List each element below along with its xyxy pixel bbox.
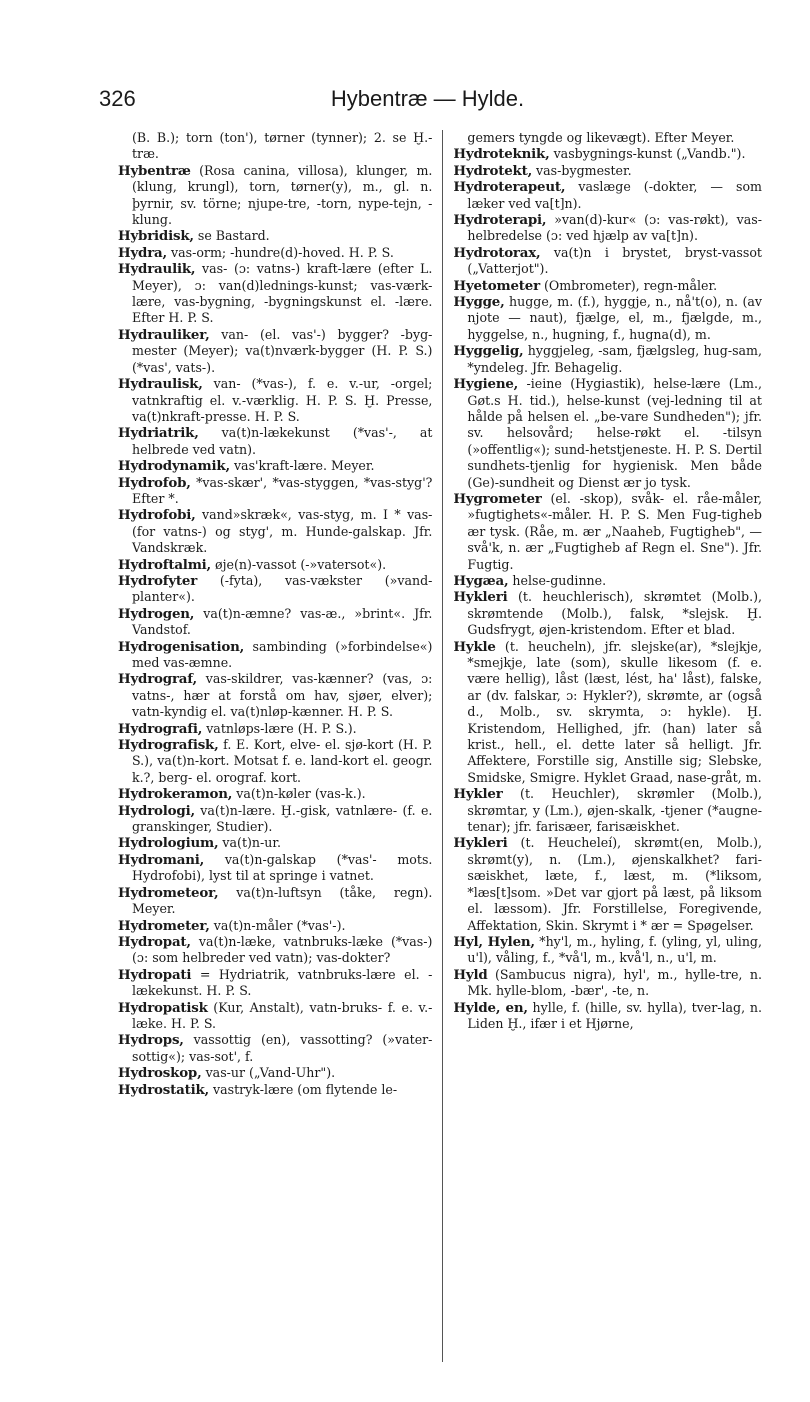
dictionary-entry: [118, 228, 432, 245]
entry-headword: Hykleri: [453, 835, 508, 852]
entry-definition: f. E. Kort, elve- el. sjø-kort (H. P. S.), va(t)n-kort. Motsat f. e. land-kort el. geogr. k.?, berg- el. orograf. kort.: [132, 737, 433, 785]
dictionary-entry: [453, 294, 762, 343]
entry-definition: vatnløps-lære (H. P. S.).: [202, 720, 357, 736]
entry-definition: *hy'l, m., hyling, f. (yling, yl, uling, u'l), våling, f., *vå'l, m., kvå'l, n., u'l, m.: [467, 933, 762, 966]
entry-headword: Hydrostatik,: [118, 1081, 209, 1098]
entry-headword: Hykle: [453, 638, 496, 655]
entry-definition: *vas-skær', *vas-styggen, *vas-styg'? Efter *.: [132, 474, 433, 506]
page-number: 326: [99, 86, 136, 111]
entry-definition: va(t)n-lækekunst (*vas'-, at helbrede ved vatn).: [132, 425, 433, 457]
entry-headword: Hygæa,: [453, 572, 509, 589]
entry-definition: vas-orm; -hundre(d)-hoved. H. P. S.: [167, 244, 394, 260]
entry-headword: Hydrofob,: [118, 474, 191, 491]
entry-headword: Hydriatrik,: [118, 425, 199, 442]
entry-headword: Hydrotorax,: [453, 244, 541, 261]
dictionary-entry: [453, 244, 762, 278]
dictionary-entry: [453, 589, 762, 638]
entry-headword: Hydroterapeut,: [453, 179, 566, 196]
entry-headword: Hydroterapi,: [453, 212, 547, 229]
dictionary-entry: [118, 999, 433, 1033]
entry-headword: Hydrops,: [118, 1032, 184, 1049]
page-header: [99, 86, 756, 122]
entry-headword: Hydrograf,: [118, 671, 198, 688]
entry-headword: Hygiene,: [453, 376, 519, 393]
entry-headword: Hydra,: [118, 244, 167, 261]
dictionary-entry: [453, 343, 762, 376]
entry-definition: vas- (ɔ: vatns-) kraft-lære (efter L. Meyer), ɔ: van(d)lednings-kunst; vas-værk-lære, vas-bygning, -bygningskunst el. -lære. Efter H. P. S.: [132, 261, 433, 326]
dictionary-entry: [118, 671, 433, 720]
entry-headword: Hydrometeor,: [118, 884, 219, 901]
dictionary-entry: [453, 277, 762, 294]
entry-headword: Hydroftalmi,: [118, 556, 212, 573]
dictionary-entry: [118, 884, 433, 918]
dictionary-entry: [453, 638, 762, 787]
dictionary-entry: [118, 605, 433, 639]
entry-headword: Hydrografisk,: [118, 737, 219, 754]
dictionary-entry: [118, 638, 433, 672]
entry-headword: Hydrologi,: [118, 802, 195, 819]
entry-definition: (t. Heucheleí), skrømt(en, Molb.), skrømt(y), n. (Lm.), øjenskalkhet? fari-sæiskhet, læte, f., læst, m. (*liksom, *læs[t]som. »Det var gjort på læst, på liksom el. læssom). Jfr. Forstillelse, Foregivende, Affektation, Skin. Skrymt i * ær = Spøgelser.: [467, 835, 762, 933]
entry-definition: va(t)n-luftsyn (tåke, regn). Meyer.: [132, 884, 433, 917]
entry-definition: van- (*vas-), f. e. v.-ur, -orgel; vatnkraftig el. v.-værklig. H. P. S. Ḫ. Presse, va(t)nkraft-presse. H. P. S.: [132, 376, 433, 424]
entry-headword: Hydrografi,: [118, 720, 203, 737]
entry-definition: se Bastard.: [193, 228, 270, 244]
dictionary-entry: [118, 933, 433, 967]
entry-headword: Hydrometer,: [118, 917, 210, 934]
dictionary-entry: [118, 1032, 433, 1065]
entry-definition: (t. Heuchler), skrømler (Molb.), skrømtar, y (Lm.), øjen-skalk, -tjener (*augne-tenar); jfr. farisæer, farisæiskhet.: [467, 786, 762, 835]
entry-definition: (Rosa canina, villosa), klunger, m. (klung, krungl), torn, tørner(y), m., gl. n. þyrnir, sv. törne; njupe-tre, -torn, nype-tejn, -klung.: [132, 162, 433, 228]
entry-headword: Hydrologium,: [118, 835, 219, 852]
dictionary-entry: [453, 786, 762, 835]
dictionary-entry: [132, 130, 432, 163]
entry-definition: va(t)n-lære. Ḫ.-gisk, vatnlære- (f. e. granskinger, Studier).: [132, 802, 433, 835]
entry-headword: Hygrometer: [453, 490, 542, 507]
entry-headword: Hyld: [453, 966, 488, 983]
dictionary-entry: [453, 572, 762, 589]
entry-definition: »van(d)-kur« (ɔ: vas-røkt), vas-helbredelse (ɔ: ved hjælp av va[t]n).: [467, 212, 762, 244]
dictionary-entry: [118, 162, 433, 229]
dictionary-columns: [118, 130, 762, 1362]
entry-headword: Hydromani,: [118, 851, 205, 868]
entry-definition: vas-ur („Vand-Uhr").: [201, 1065, 336, 1081]
entry-definition: va(t)n-æmne? vas-æ., »brint«. Jfr. Vandstof.: [132, 605, 433, 638]
dictionary-entry: [118, 244, 432, 261]
dictionary-entry: [118, 737, 433, 786]
dictionary-entry: [118, 1065, 432, 1082]
entry-definition: (Ombrometer), regn-måler.: [539, 277, 718, 293]
entry-definition: vastryk-lære (om flytende le-: [209, 1081, 398, 1097]
entry-headword: Hyetometer: [453, 277, 540, 294]
entry-headword: Hygge,: [453, 294, 505, 311]
entry-headword: Hydraulisk,: [118, 376, 203, 393]
dictionary-entry: [118, 507, 433, 556]
dictionary-entry: [118, 458, 432, 475]
entry-definition: va(t)n-køler (vas-k.).: [232, 786, 366, 802]
entry-headword: Hydrodynamik,: [118, 458, 230, 475]
entry-definition: vas-skildrer, vas-kænner? (vas, ɔ: vatns-, hær at forstå om hav, sjøer, elver); vatn-kyndig el. va(t)nløp-kænner. H. P. S.: [132, 671, 433, 720]
entry-definition: gemers tyngde og likevægt). Efter Meyer.: [467, 130, 735, 145]
entry-definition: (-fyta), vas-vækster (»vand-planter«).: [132, 572, 433, 605]
entry-definition: va(t)n-måler (*vas'-).: [209, 917, 346, 933]
dictionary-entry: [118, 1081, 432, 1098]
dictionary-entry: [118, 851, 433, 885]
entry-headword: Hyl, Hylen,: [453, 933, 535, 950]
running-head: Hybentræ — Hylde.: [330, 86, 525, 111]
entry-headword: Hykler: [453, 786, 503, 803]
dictionary-entry: [118, 261, 433, 327]
dictionary-entry: [453, 933, 762, 967]
dictionary-entry: [453, 835, 762, 933]
entry-definition: va(t)n-ur.: [218, 835, 282, 851]
dictionary-entry: [118, 802, 433, 836]
dictionary-entry: [118, 556, 432, 573]
entry-definition: = Hydriatrik, vatnbruks-lære el. -lækekunst. H. P. S.: [132, 966, 433, 999]
entry-headword: Hydrokeramon,: [118, 786, 233, 803]
entry-definition: van- (el. vas'-) bygger? -byg-mester (Meyer); va(t)nværk-bygger (H. P. S.) (*vas', vats-).: [132, 326, 433, 375]
entry-definition: vaslæge (-dokter, — som læker ved va[t]n).: [467, 179, 762, 211]
entry-definition: (Kur, Anstalt), vatn-bruks- f. e. v.-læke. H. P. S.: [132, 999, 433, 1031]
dictionary-entry: [453, 162, 762, 179]
dictionary-entry: [118, 835, 432, 852]
dictionary-entry: [118, 474, 433, 508]
entry-definition: va(t)n-galskap (*vas'- mots. Hydrofobi), lyst til at springe i vatnet.: [132, 851, 433, 884]
entry-headword: Hydrauliker,: [118, 326, 210, 343]
entry-definition: vas'kraft-lære. Meyer.: [229, 458, 375, 474]
entry-headword: Hydraulik,: [118, 261, 196, 278]
entry-definition: (t. heuchlerisch), skrømtet (Molb.), skrømtende (Molb.), falsk, *slejsk. Ḫ. Gudsfrygt, øjen-kristendom. Efter et blad.: [467, 589, 762, 638]
entry-definition: helse-gudinne.: [508, 572, 607, 588]
entry-headword: Hydroteknik,: [453, 146, 550, 163]
dictionary-entry: [453, 966, 762, 1000]
entry-headword: Hydropatisk: [118, 999, 208, 1016]
entry-headword: Hydropat,: [118, 933, 191, 950]
entry-definition: (el. -skop), svåk- el. råe-måler, »fugtighets«-måler. H. P. S. Men Fug-tigheb ær tysk. (Råe, m. ær „Naaheb, Fugtigheb", — svå'k, n. ær „Fugtigheb af Regn el. Sne"). Jfr. Fugtig.: [467, 490, 762, 572]
entry-definition: va(t)n-læke, vatnbruks-læke (*vas-) (ɔ: som helbreder ved vatn); vas-dokter?: [132, 933, 433, 966]
left-column: [118, 130, 443, 1362]
entry-definition: -ieine (Hygiastik), helse-lære (Lm., Gøt.s H. tid.), helse-kunst (vej-ledning til at hålde på helsen el. „be-vare Sundheden"); jfr. sv. helsovård; helse-røkt el. -tilsyn (»offentlig«); sund-hetstjeneste. H. P. S. Dertil sundhets-tjenlig for hygienisk. Men både (Ge)-sundheit og Dienst ær jo tysk.: [467, 376, 762, 490]
entry-definition: (Sambucus nigra), hyl', m., hylle-tre, n. Mk. hylle-blom, -bær', -te, n.: [467, 966, 762, 999]
entry-definition: va(t)n i brystet, bryst-vassot („Vatterjot").: [467, 244, 762, 277]
entry-headword: Hyggelig,: [453, 343, 524, 360]
entry-headword: Hydrogen,: [118, 605, 195, 622]
dictionary-entry: [453, 490, 762, 573]
entry-headword: Hydrofobi,: [118, 507, 196, 524]
entry-definition: hugge, m. (f.), hyggje, n., nå't(o), n. (av njote — naut), fjælge, el, m., fjælgde, m., hyggelse, n., hugning, f., hugna(d), m.: [467, 294, 762, 342]
entry-definition: (t. heucheln), jfr. slejske(ar), *slejkje, *smejkje, late (som), skulle likesom (f. e. være hellig), låst (læst, lést, ha' låst), falske, ar (dv. falskar, ɔ: Hykler?), skrømte, ar (også d., Molb., sv. skrymta, ɔ: hykle). Ḫ. Kristendom, Hellighed, jfr. (han) later så krist., hell., el. dette later så helligt. Jfr. Affektere, Forstille sig, Anstille sig; Slebske, Smidske, Smigre. Hyklet Graad, nase-gråt, m.: [467, 638, 762, 785]
entry-definition: vassottig (en), vassotting? (»vater-sottig«); vas-sot', f.: [132, 1032, 433, 1064]
entry-headword: Hylde, en,: [453, 999, 528, 1016]
dictionary-entry: [453, 212, 762, 245]
dictionary-entry: [118, 720, 432, 737]
entry-definition: vasbygnings-kunst („Vandb.").: [549, 146, 746, 162]
entry-headword: Hykleri: [453, 589, 508, 606]
entry-definition: sambinding (»forbindelse«) med vas-æmne.: [132, 638, 433, 670]
right-column: [443, 130, 762, 1362]
dictionary-entry: [467, 130, 762, 146]
entry-definition: (B. B.); torn (ton'), tørner (tynner); 2. se Ḫ.-træ.: [132, 130, 433, 162]
dictionary-entry: [453, 999, 762, 1033]
dictionary-entry: [118, 572, 433, 606]
dictionary-entry: [453, 376, 762, 491]
dictionary-entry: [118, 376, 433, 425]
entry-headword: Hydropati: [118, 966, 192, 983]
entry-headword: Hydrotekt,: [453, 162, 533, 179]
dictionary-entry: [453, 179, 762, 212]
dictionary-entry: [118, 425, 433, 458]
entry-headword: Hydrofyter: [118, 572, 198, 589]
entry-headword: Hydrogenisation,: [118, 638, 245, 655]
dictionary-entry: [118, 326, 433, 376]
dictionary-entry: [453, 146, 762, 163]
entry-headword: Hybridisk,: [118, 228, 194, 245]
dictionary-entry: [118, 786, 432, 803]
dictionary-entry: [118, 966, 433, 1000]
entry-definition: vas-bygmester.: [532, 162, 632, 178]
entry-definition: hyggjeleg, -sam, fjælgsleg, hug-sam, *yndeleg. Jfr. Behagelig.: [467, 343, 762, 375]
entry-definition: øje(n)-vassot (-»vatersot«).: [211, 556, 387, 572]
dictionary-entry: [118, 917, 432, 934]
entry-headword: Hydroskop,: [118, 1065, 202, 1082]
entry-headword: Hybentræ: [118, 162, 191, 179]
entry-definition: hylle, f. (hille, sv. hylla), tver-lag, n. Liden Ḫ., ifær i et Hjørne,: [467, 999, 762, 1031]
entry-definition: vand»skræk«, vas-styg, m. I * vas- (for vatns-) og styg', m. Hunde-galskap. Jfr. Vandskræk.: [132, 507, 433, 556]
